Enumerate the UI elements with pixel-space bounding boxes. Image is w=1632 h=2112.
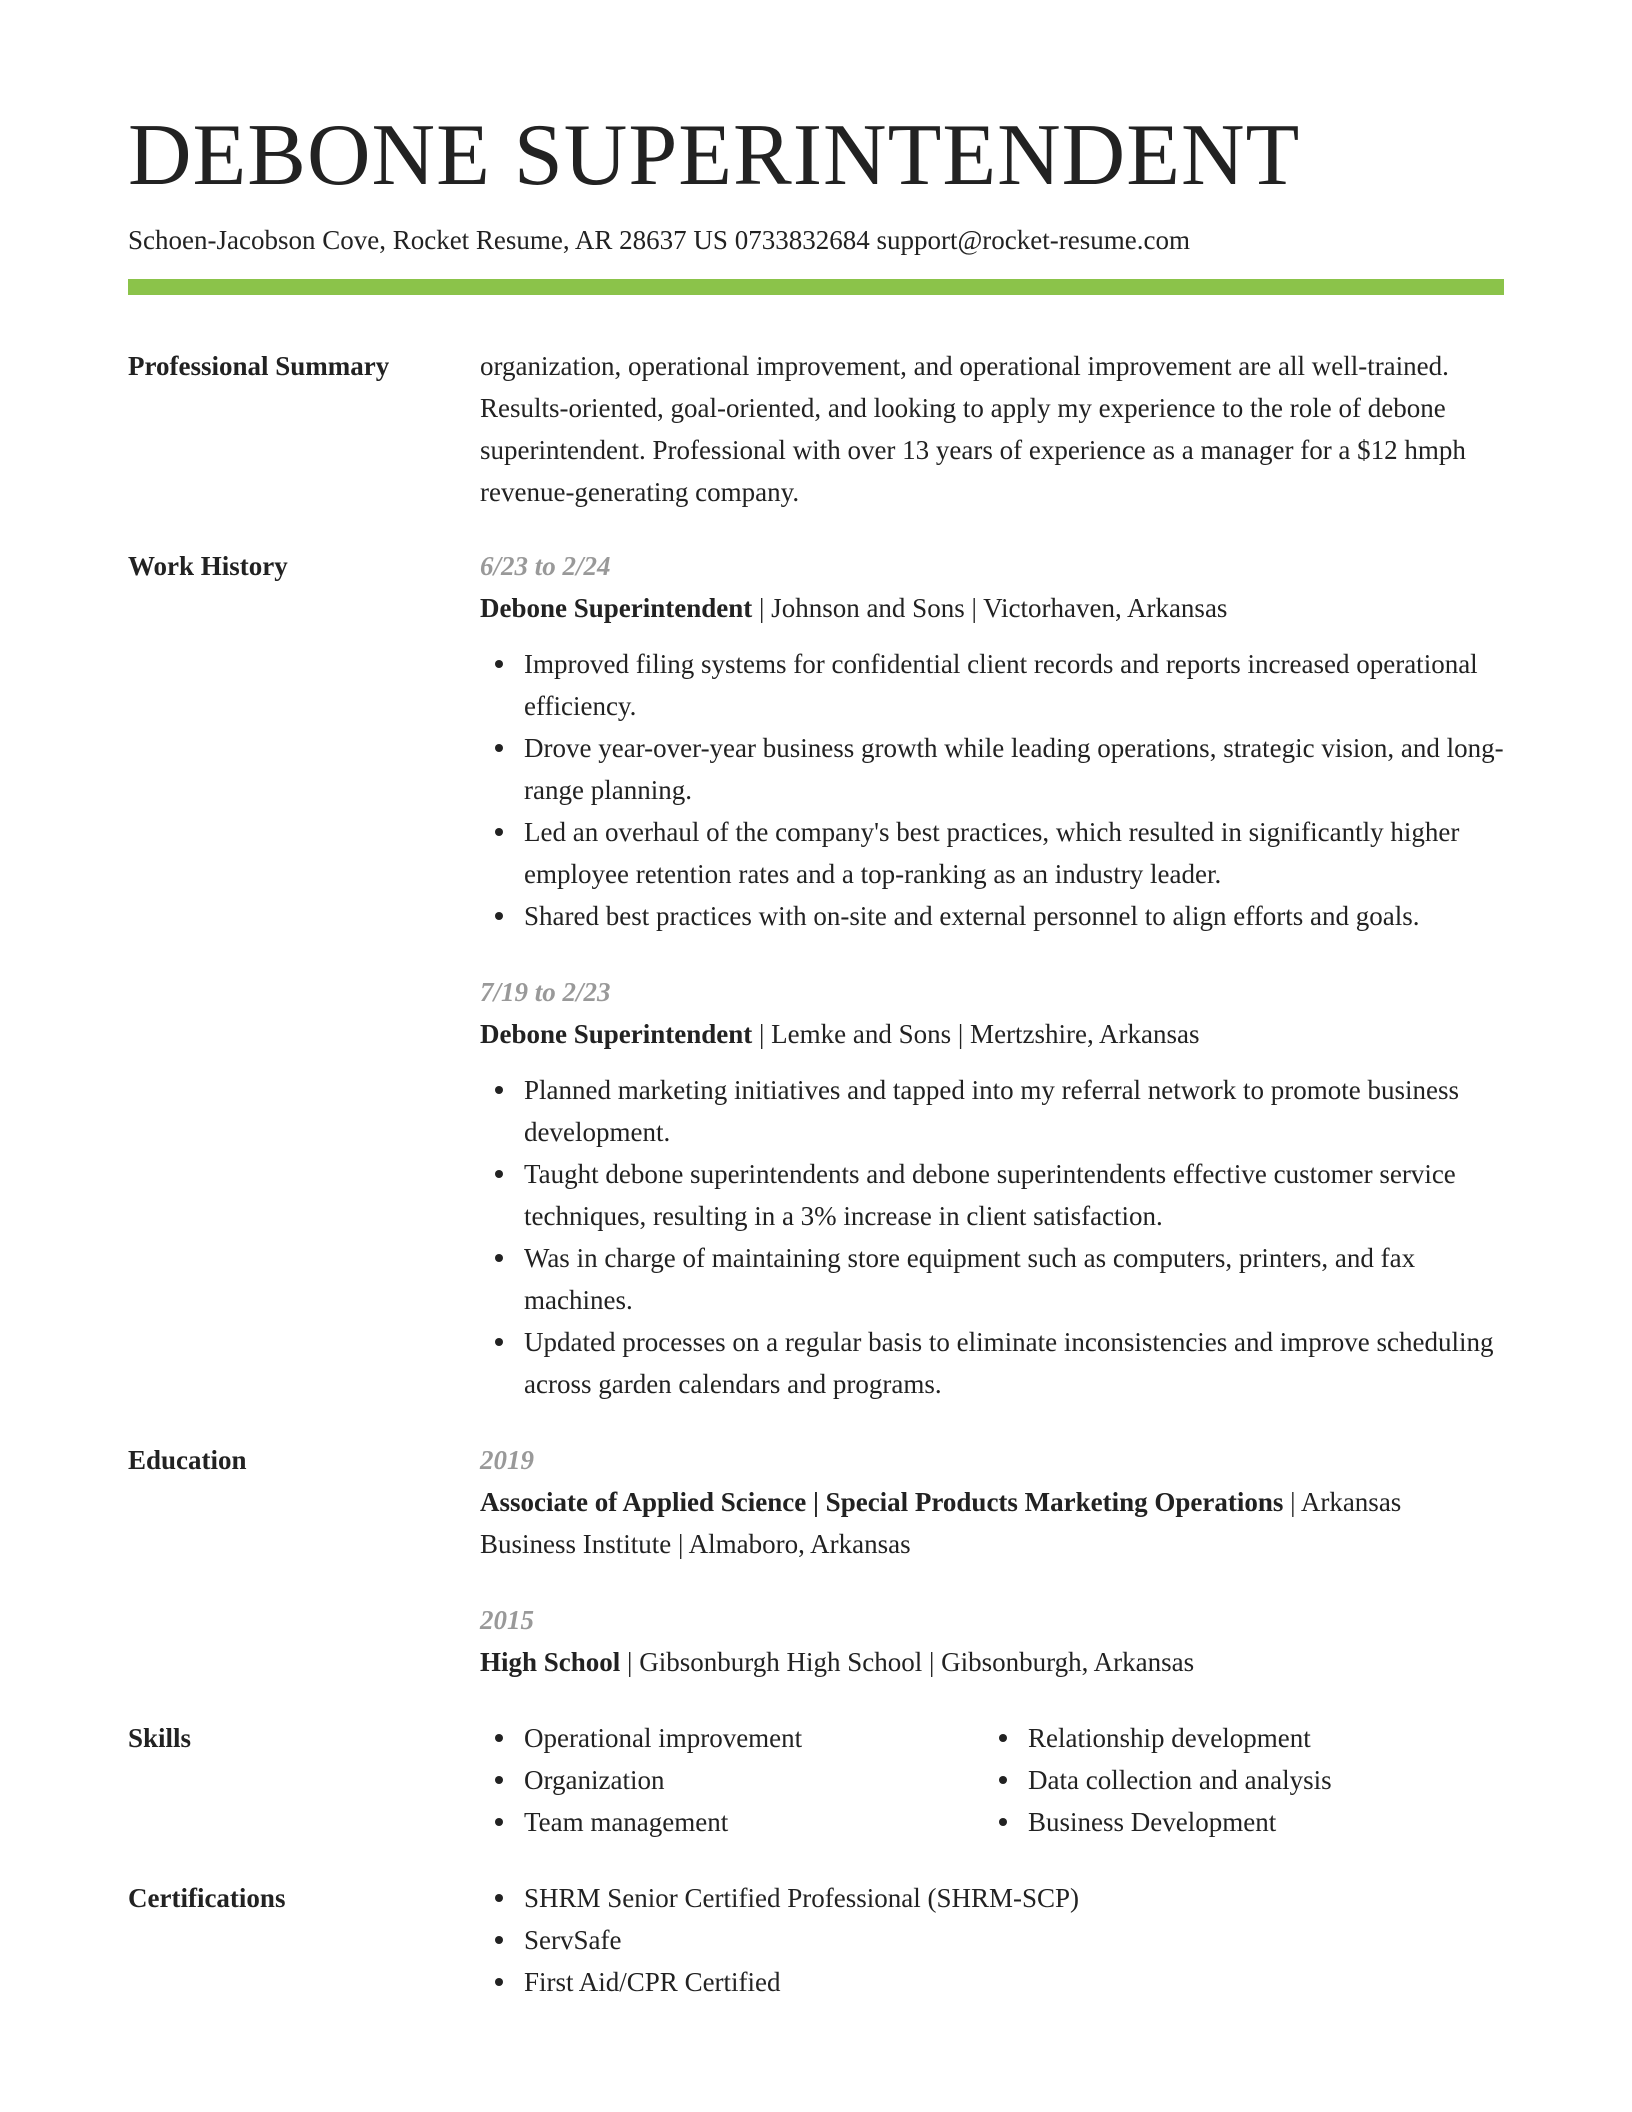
list-item: Team management xyxy=(480,1801,984,1843)
list-item: First Aid/CPR Certified xyxy=(480,1961,1504,2003)
section-label-work: Work History xyxy=(128,551,288,582)
skills-column-1 xyxy=(480,1717,984,1843)
certifications-list xyxy=(480,1877,1504,2003)
list-item: Operational improvement xyxy=(480,1717,984,1759)
summary-section xyxy=(128,345,1504,513)
skills-grid xyxy=(480,1717,1504,1843)
job-title: Debone Superintendent xyxy=(480,593,753,624)
education-heading xyxy=(480,1641,1504,1683)
list-item: Led an overhaul of the company's best practices, which resulted in significantly higher employee retention rates and a top-ranking as an industry leader. xyxy=(480,811,1504,895)
job-entry xyxy=(480,971,1504,1405)
section-label-education: Education xyxy=(128,1445,247,1476)
education-section xyxy=(128,1439,1504,1683)
degree-title: High School xyxy=(480,1647,621,1678)
job-details: | Lemke and Sons | Mertzshire, Arkansas xyxy=(752,1019,1200,1050)
list-item: Was in charge of maintaining store equipment such as computers, printers, and fax machines. xyxy=(480,1237,1504,1321)
section-label-skills: Skills xyxy=(128,1723,192,1754)
job-dates: 7/19 to 2/23 xyxy=(480,977,611,1008)
education-entry xyxy=(480,1439,1504,1565)
list-item: Improved filing systems for confidential client records and reports increased operational efficiency. xyxy=(480,643,1504,727)
header-divider xyxy=(128,279,1504,295)
contact-info: Schoen-Jacobson Cove, Rocket Resume, AR 28637 US 0733832684 support@rocket-resume.com xyxy=(128,225,1190,255)
list-item: SHRM Senior Certified Professional (SHRM-SCP) xyxy=(480,1877,1504,1919)
section-label-certifications: Certifications xyxy=(128,1883,286,1914)
education-details: | Arkansas Business Institute | Almaboro, Arkansas xyxy=(480,1487,1402,1560)
job-title: Debone Superintendent xyxy=(480,1019,753,1050)
education-heading xyxy=(480,1481,1504,1565)
job-dates: 6/23 to 2/24 xyxy=(480,551,611,582)
summary-text: organization, operational improvement, and operational improvement are all well-trained. Results-oriented, goal-oriented, and looking to apply my experience to the role of debone superintendent. Professional with over 13 years of experience as a manager for a $12 hmph revenue-generating company. xyxy=(480,351,1466,508)
job-heading xyxy=(480,1013,1504,1055)
list-item: Relationship development xyxy=(984,1717,1504,1759)
education-entry xyxy=(480,1599,1504,1683)
list-item: Business Development xyxy=(984,1801,1504,1843)
job-bullets xyxy=(480,643,1504,937)
education-year: 2015 xyxy=(480,1605,534,1636)
job-details: | Johnson and Sons | Victorhaven, Arkansas xyxy=(752,593,1228,624)
certifications-section xyxy=(128,1877,1504,2003)
list-item: Drove year-over-year business growth while leading operations, strategic vision, and long-range planning. xyxy=(480,727,1504,811)
list-item: Organization xyxy=(480,1759,984,1801)
list-item: Updated processes on a regular basis to eliminate inconsistencies and improve scheduling across garden calendars and programs. xyxy=(480,1321,1504,1405)
list-item: ServSafe xyxy=(480,1919,1504,1961)
list-item: Data collection and analysis xyxy=(984,1759,1504,1801)
skills-column-2 xyxy=(984,1717,1504,1843)
degree-title: Associate of Applied Science | Special Products Marketing Operations xyxy=(480,1487,1284,1518)
candidate-name: DEBONE SUPERINTENDENT xyxy=(128,107,1301,204)
job-entry xyxy=(480,545,1504,937)
list-item: Taught debone superintendents and debone superintendents effective customer service techniques, resulting in a 3% increase in client satisfaction. xyxy=(480,1153,1504,1237)
section-label-summary: Professional Summary xyxy=(128,351,390,382)
skills-section xyxy=(128,1717,1504,1843)
job-heading xyxy=(480,587,1504,629)
education-details: | Gibsonburgh High School | Gibsonburgh, Arkansas xyxy=(620,1647,1195,1678)
education-year: 2019 xyxy=(480,1445,534,1476)
work-history-section xyxy=(128,545,1504,1405)
list-item: Shared best practices with on-site and external personnel to align efforts and goals. xyxy=(480,895,1504,937)
list-item: Planned marketing initiatives and tapped into my referral network to promote business development. xyxy=(480,1069,1504,1153)
job-bullets xyxy=(480,1069,1504,1405)
